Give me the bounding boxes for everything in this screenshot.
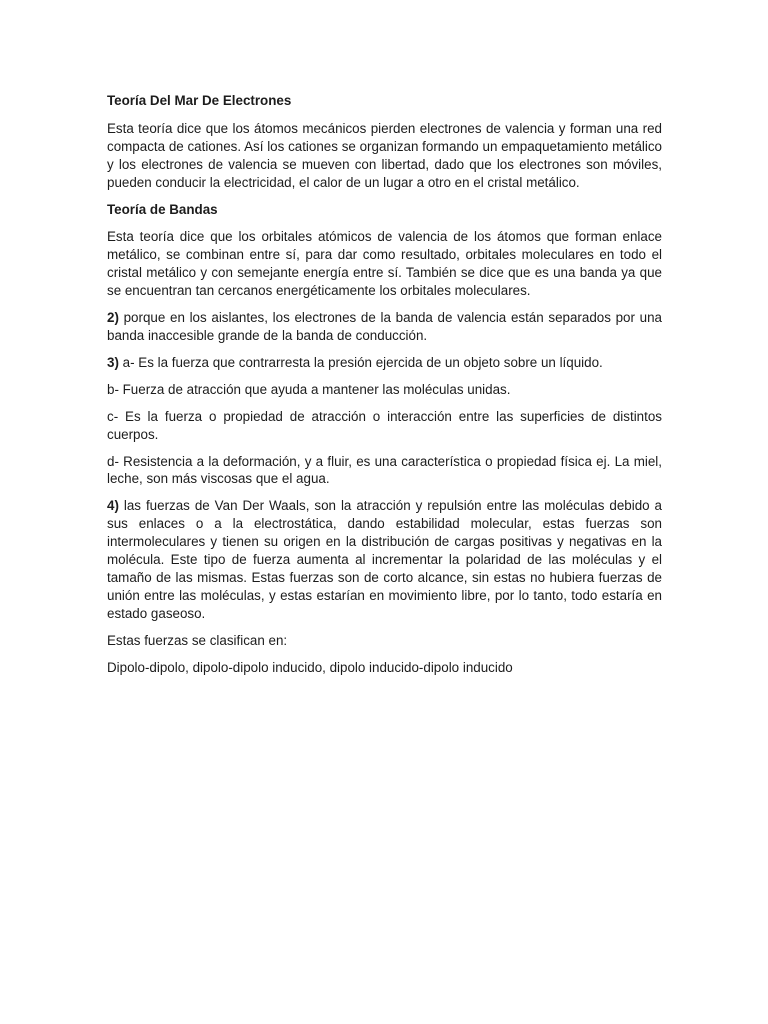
answer-3b: b- Fuerza de atracción que ayuda a mantener las moléculas unidas. xyxy=(107,381,511,397)
answer-2-number: 2) xyxy=(107,310,119,326)
heading-mar-de-electrones: Teoría Del Mar De Electrones xyxy=(107,93,292,108)
answer-3a-text: a- Es la fuerza que contrarresta la presión ejercida de un objeto sobre un líquido. xyxy=(118,354,603,370)
answer-2 xyxy=(107,309,662,345)
classification-intro: Estas fuerzas se clasifican en: xyxy=(107,632,288,648)
paragraph-teoria-de-bandas: Esta teoría dice que los orbitales atómicos de valencia de los átomos que forman enlace metálico, se combinan entre sí, para dar como resultado, orbitales moleculares en todo el cristal metálico y con semejante energía entre sí. También se dice que es una banda ya que se encuentran tan cercanos energéticamente los orbitales moleculares. xyxy=(107,229,662,299)
answer-4-number: 4) xyxy=(107,498,119,514)
answer-2-text: porque en los aislantes, los electrones de la banda de valencia están separados por una banda inaccesible grande de la banda de conducción. xyxy=(107,310,662,343)
answer-4 xyxy=(107,497,662,622)
answer-3d: d- Resistencia a la deformación, y a fluir, es una característica o propiedad física ej. La miel, leche, son más viscosas que el agua. xyxy=(107,453,662,487)
answer-3a xyxy=(107,354,662,372)
answer-4-text: las fuerzas de Van Der Waals, son la atracción y repulsión entre las moléculas debido a sus enlaces o a la electrostática, dando estabilidad molecular, estas fuerzas son intermoleculares y tienen su origen en la distribución de cargas positivas y negativas en la molécula. Este tipo de fuerza aumenta al incrementar la polaridad de las moléculas y el tamaño de las mismas. Estas fuerzas son de corto alcance, sin estas no hubiera fuerzas de unión entre las moléculas, y estas estarían en movimiento libre, por lo tanto, todo estaría en estado gaseoso. xyxy=(107,498,662,621)
document-body xyxy=(107,92,662,685)
classification-list: Dipolo-dipolo, dipolo-dipolo inducido, dipolo inducido-dipolo inducido xyxy=(107,659,513,675)
heading-teoria-de-bandas: Teoría de Bandas xyxy=(107,201,218,217)
answer-3-number: 3) xyxy=(107,354,119,370)
paragraph-mar-de-electrones: Esta teoría dice que los átomos mecánicos pierden electrones de valencia y forman una red compacta de cationes. Así los cationes se organizan formando un empaquetamiento metálico y los electrones de valencia se mueven con libertad, dado que los electrones son móviles, pueden conducir la electricidad, el calor de un lugar a otro en el cristal metálico. xyxy=(107,120,662,190)
answer-3c: c- Es la fuerza o propiedad de atracción o interacción entre las superficies de distintos cuerpos. xyxy=(107,408,662,442)
